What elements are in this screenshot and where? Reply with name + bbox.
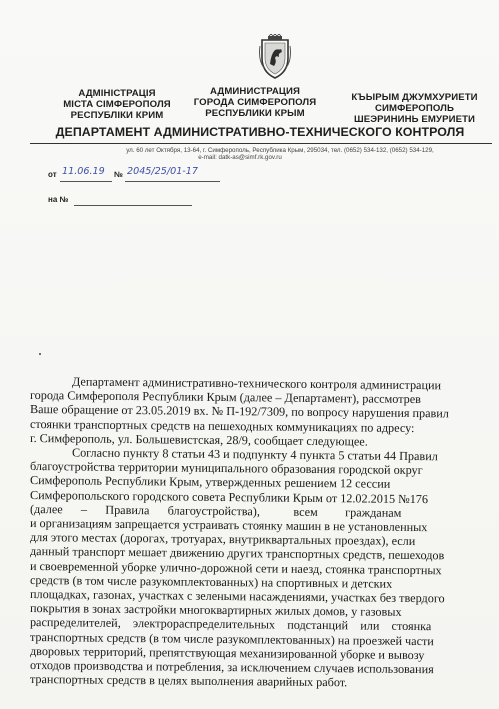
body-line: Департамент административно-технического контроля администрации — [71, 374, 442, 393]
reply-to-underline — [74, 205, 192, 206]
body-line: покрытия в зонах застройки многоквартирных жилых домов, у газовых — [29, 601, 402, 620]
body-line: (далее – Правила благоустройства), всем гражданам — [29, 501, 402, 520]
body-line: и своевременной уборке улично-дорожной сети и наезд, стоянка транспортных — [29, 558, 442, 577]
header-ukrainian — [52, 88, 182, 121]
department-address: ул. 60 лет Октября, 13-64, г. Симферополь, Республика Крым, 295034, тел. (0652) 534-132, (0652) 534-129, — [126, 147, 434, 154]
number-label: № — [114, 170, 123, 179]
header-line: КЪЫРЫМ ДЖУМХУРИЕТИ — [351, 92, 478, 103]
header-line: ГОРОДА СИМФЕРОПОЛЯ — [193, 97, 317, 108]
header-line: АДМІНІСТРАЦІЯ — [78, 88, 156, 99]
body-line: Симферополь Республики Крым, утвержденных решением 12 сессии — [29, 473, 391, 492]
body-line: и организациям запрещается устраивать стоянку машин в не установленных — [29, 516, 428, 535]
body-line: Ваше обращение от 23.05.2019 вх. № П-192/7309, по вопросу нарушения правил — [29, 402, 450, 421]
header-line: РЕСПУБЛІКИ КРИМ — [70, 110, 164, 121]
letter-date: 11.06.19 — [62, 166, 105, 177]
body-line: для этого местах (дорогах, тротуарах, внутриквартальных проездах), если — [29, 530, 416, 549]
body-line: г. Симферополь, ул. Большевистская, 28/9, сообщает следующее. — [29, 430, 368, 449]
body-line: стоянки транспортных средств на пешеходных коммуникациях по адресу: — [29, 416, 415, 435]
body-line: Симферопольского городского совета Республики Крым от 12.02.2015 №176 — [29, 487, 429, 506]
header-line: ШЕЭРИНИНЬ ЕМУРИЕТИ — [353, 114, 476, 125]
crimea-coat-of-arms-icon — [258, 34, 292, 80]
header-line: АДМИНИСТРАЦИЯ — [210, 86, 300, 97]
letter-number: 2045/25/01-17 — [127, 166, 198, 177]
body-line: площадках, газонах, участках с зелеными насаждениями, участках без твердого — [29, 587, 445, 606]
date-underline — [60, 181, 112, 182]
body-line: распределителей, электрораспределительных подстанций или стоянка — [29, 615, 432, 634]
body-line: благоустройства территории муниципального образования городской округ — [29, 459, 423, 478]
body-line: средств (в том числе разукомплектованных) на спортивных и детских — [29, 572, 393, 591]
number-underline — [125, 181, 220, 182]
reply-to-label: на № — [48, 195, 69, 204]
department-email: e-mail: datk-as@simf.rk.gov.ru — [198, 154, 282, 161]
body-line: отходов производства и потребления, за исключением случаев использования — [29, 658, 434, 677]
body-line: транспортных средств (в том числе разукомплектованных) на проезжей части — [29, 629, 434, 648]
body-line: транспортных средств в целях выполнения аварийных работ. — [29, 672, 348, 690]
header-divider — [30, 143, 492, 144]
body-line: дворовых территорий, препятствующая механизированной уборке и вывозу — [29, 643, 425, 662]
body-line: города Симферополя Республики Крым (далее – Департамент), рассмотрев — [29, 388, 422, 407]
stray-mark — [39, 353, 41, 355]
department-title: ДЕПАРТАМЕНТ АДМИНИСТРАТИВНО-ТЕХНИЧЕСКОГО КОНТРОЛЯ — [55, 125, 465, 139]
header-line: СИМФЕРОПОЛЬ — [375, 103, 454, 114]
header-line: РЕСПУБЛИКИ КРЫМ — [205, 108, 305, 119]
from-label: от — [48, 170, 57, 179]
body-line: Согласно пункту 8 статьи 43 и подпункту 4 пункта 5 статьи 44 Правил — [71, 445, 438, 464]
header-crimean-tatar — [342, 92, 487, 125]
letter-body — [29, 374, 493, 690]
body-line: данный транспорт мешает движению других транспортных средств, пешеходов — [29, 544, 445, 563]
header-line: МІСТА СІМФЕРОПОЛЯ — [63, 99, 171, 110]
header-russian — [185, 86, 325, 119]
